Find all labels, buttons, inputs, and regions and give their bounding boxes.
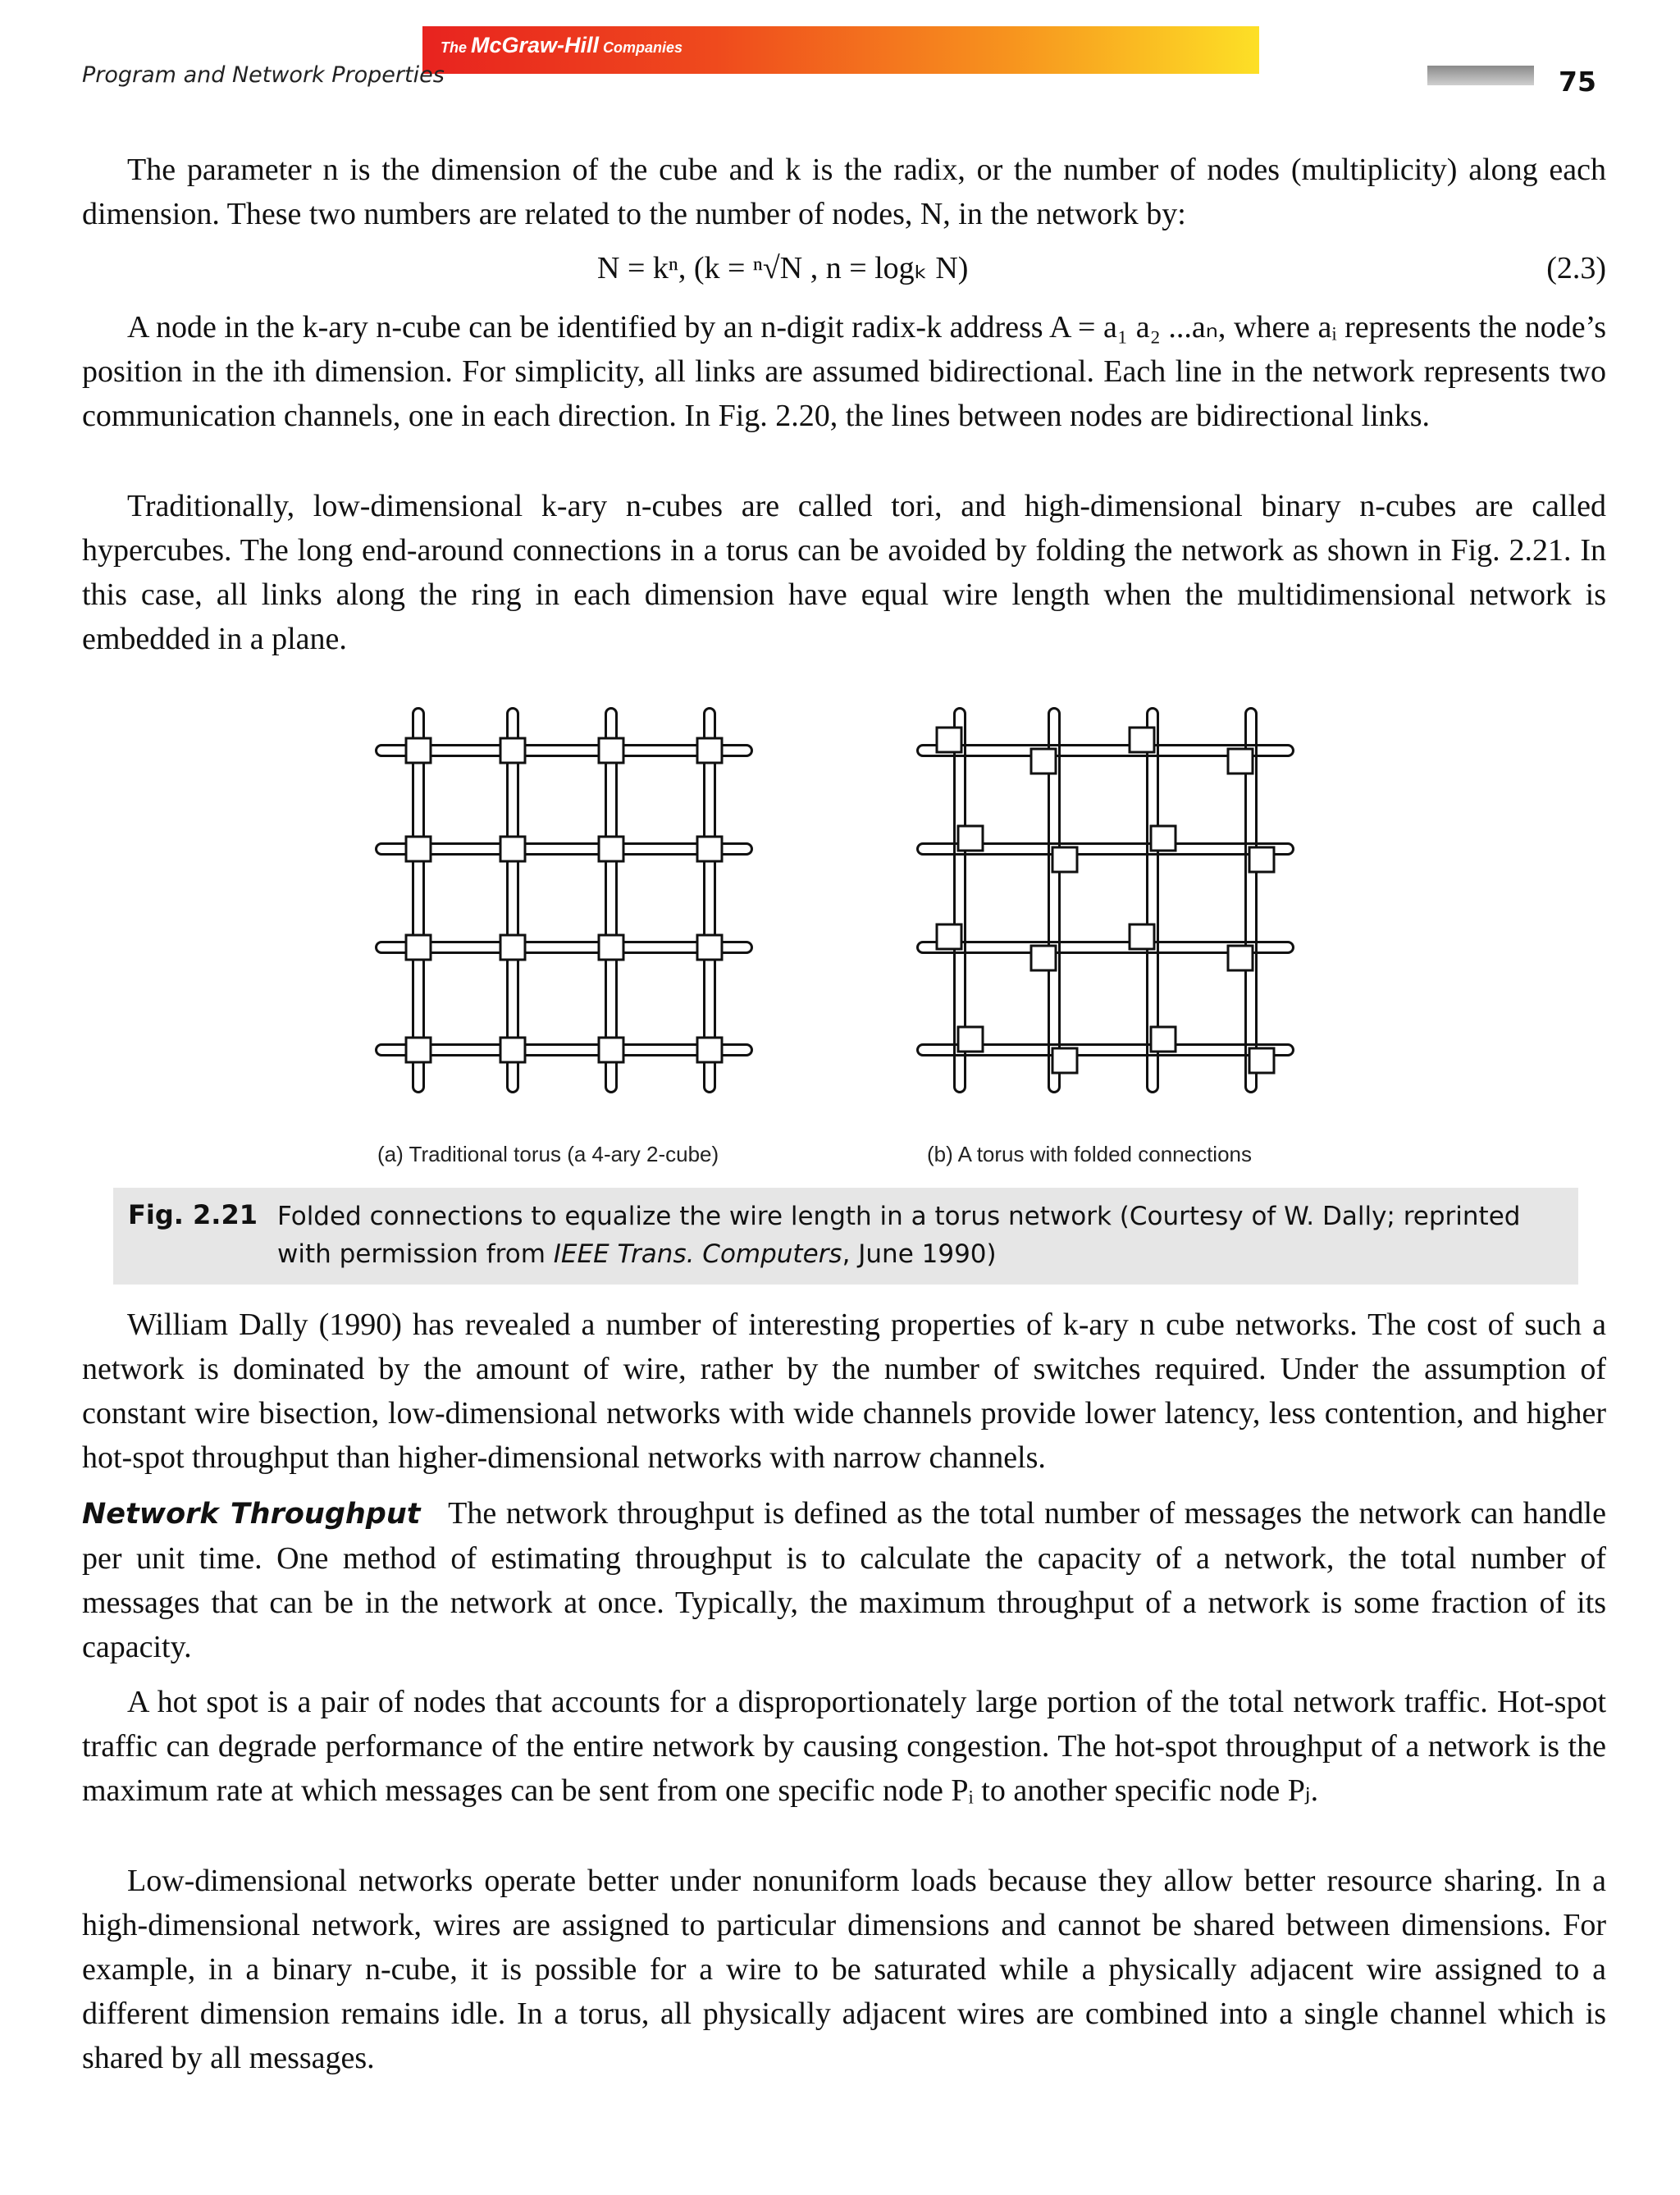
torus-node [500, 738, 525, 763]
network-throughput-heading: Network Throughput [82, 1498, 421, 1531]
publisher-logo [441, 33, 682, 58]
equation-2-3 [82, 246, 1606, 290]
torus-node [958, 1027, 983, 1052]
torus-node [937, 728, 961, 752]
torus-node [500, 1038, 525, 1062]
torus-node [500, 837, 525, 861]
torus-node [697, 738, 722, 763]
torus-node [599, 1038, 623, 1062]
publisher-brand: McGraw-Hill [471, 33, 600, 57]
publisher-suffix: Companies [599, 39, 683, 56]
torus-node [599, 837, 623, 861]
torus-node [1228, 946, 1253, 970]
paragraph-5-text: The network throughput is defined as the total number of messages the network can handle per unit time. One method of estimating throughput is to calculate the capacity of a network, the total number of messages that can be in the network at once. Typically, the maximum throughput of a network is some fraction of its capacity. [82, 1496, 1606, 1664]
subcaption-b: (b) A torus with folded connections [927, 1142, 1253, 1166]
publisher-banner [422, 26, 1259, 74]
traditional-torus-diagram [377, 709, 752, 1093]
equation-body: N = kⁿ, (k = ⁿ√N , n = logₖ N) [597, 251, 969, 285]
torus-node [1249, 847, 1274, 872]
caption-text [277, 1198, 1565, 1273]
paragraph-3: Traditionally, low-dimensional k-ary n-cubes are called tori, and high-dimensional binary n-cubes are called hypercubes. The long end-around connections in a torus can be avoided by folding the network as shown in Fig. 2.21. In this case, all links along the ring in each dimension have equal wire length when the multidimensional network is embedded in a plane. [82, 489, 1606, 656]
horizontal-ring [377, 1045, 752, 1056]
vertical-ring [705, 709, 715, 1093]
figure-caption [113, 1188, 1578, 1285]
torus-node [1052, 1048, 1077, 1073]
torus-node [406, 935, 431, 960]
torus-node [697, 935, 722, 960]
paragraph-2: A node in the k-ary n-cube can be identified by an n-digit radix-k address A = a₁ a₂ ...aₙ, where aᵢ represents the node’s position in the ith dimension. For simplicity, all links are assumed bidirectional. Each line in the network represents two communication channels, one in each direction. In Fig. 2.20, the lines between nodes are bidirectional links. [82, 310, 1606, 433]
torus-node [599, 935, 623, 960]
horizontal-ring [377, 844, 752, 855]
horizontal-ring [377, 746, 752, 756]
torus-node [937, 924, 961, 949]
page-number: 75 [1559, 66, 1596, 98]
torus-node [406, 1038, 431, 1062]
vertical-ring [508, 709, 518, 1093]
torus-node [1031, 946, 1056, 970]
page-number-bar [1427, 66, 1534, 85]
torus-node [697, 837, 722, 861]
folded-torus-diagram [918, 709, 1294, 1093]
paragraph-4: William Dally (1990) has revealed a number of interesting properties of k-ary n cube networks. The cost of such a network is dominated by the amount of wire, rather by the number of switches required. Under the assumption of constant wire bisection, low-dimensional networks with wide channels provide lower latency, less contention, and higher hot-spot throughput than higher-dimensional networks with narrow channels. [82, 1307, 1606, 1475]
torus-node [406, 738, 431, 763]
caption-line-2-post: , June 1990) [842, 1239, 997, 1269]
horizontal-ring [377, 942, 752, 953]
torus-node [1228, 749, 1253, 773]
torus-node [697, 1038, 722, 1062]
torus-node [1151, 1027, 1176, 1052]
torus-node [1052, 847, 1077, 872]
torus-node [406, 837, 431, 861]
figure-label: Fig. 2.21 [128, 1199, 258, 1230]
running-title: Program and Network Properties [82, 62, 445, 88]
torus-figure [345, 689, 1345, 1132]
equation-number: (2.3) [1546, 251, 1606, 285]
torus-node [599, 738, 623, 763]
caption-line-1: Folded connections to equalize the wire length in a torus network (Courtesy of W. Dally; reprinted [277, 1202, 1521, 1231]
torus-node [1130, 728, 1154, 752]
paragraph-5 [82, 1491, 1606, 1669]
caption-line-2-pre: with permission from [277, 1239, 554, 1269]
caption-journal: IEEE Trans. Computers [553, 1239, 842, 1269]
subcaption-a: (a) Traditional torus (a 4-ary 2-cube) [377, 1142, 719, 1166]
torus-node [1031, 749, 1056, 773]
publisher-prefix: The [441, 39, 472, 56]
torus-node [1249, 1048, 1274, 1073]
torus-node [500, 935, 525, 960]
vertical-ring [413, 709, 424, 1093]
torus-node [1130, 924, 1154, 949]
paragraph-6: A hot spot is a pair of nodes that accounts for a disproportionately large portion of the total network traffic. Hot-spot traffic can degrade performance of the entire network by causing congestion. The hot-spot throughput of a network is the maximum rate at which messages can be sent from one specific node Pᵢ to another specific node Pⱼ. [82, 1685, 1606, 1808]
paragraph-7: Low-dimensional networks operate better under nonuniform loads because they allow better resource sharing. In a high-dimensional network, wires are assigned to particular dimensions and cannot be shared between dimensions. For example, in a binary n-cube, it is possible for a wire to be saturated while a physically adjacent wire assigned to a different dimension remains idle. In a torus, all physically adjacent wires are combined into a single channel which is shared by all messages. [82, 1864, 1606, 2075]
paragraph-1: The parameter n is the dimension of the cube and k is the radix, or the number of nodes (multiplicity) along each dimension. These two numbers are related to the number of nodes, N, in the network by: [82, 153, 1606, 231]
torus-node [958, 826, 983, 851]
torus-node [1151, 826, 1176, 851]
vertical-ring [606, 709, 617, 1093]
